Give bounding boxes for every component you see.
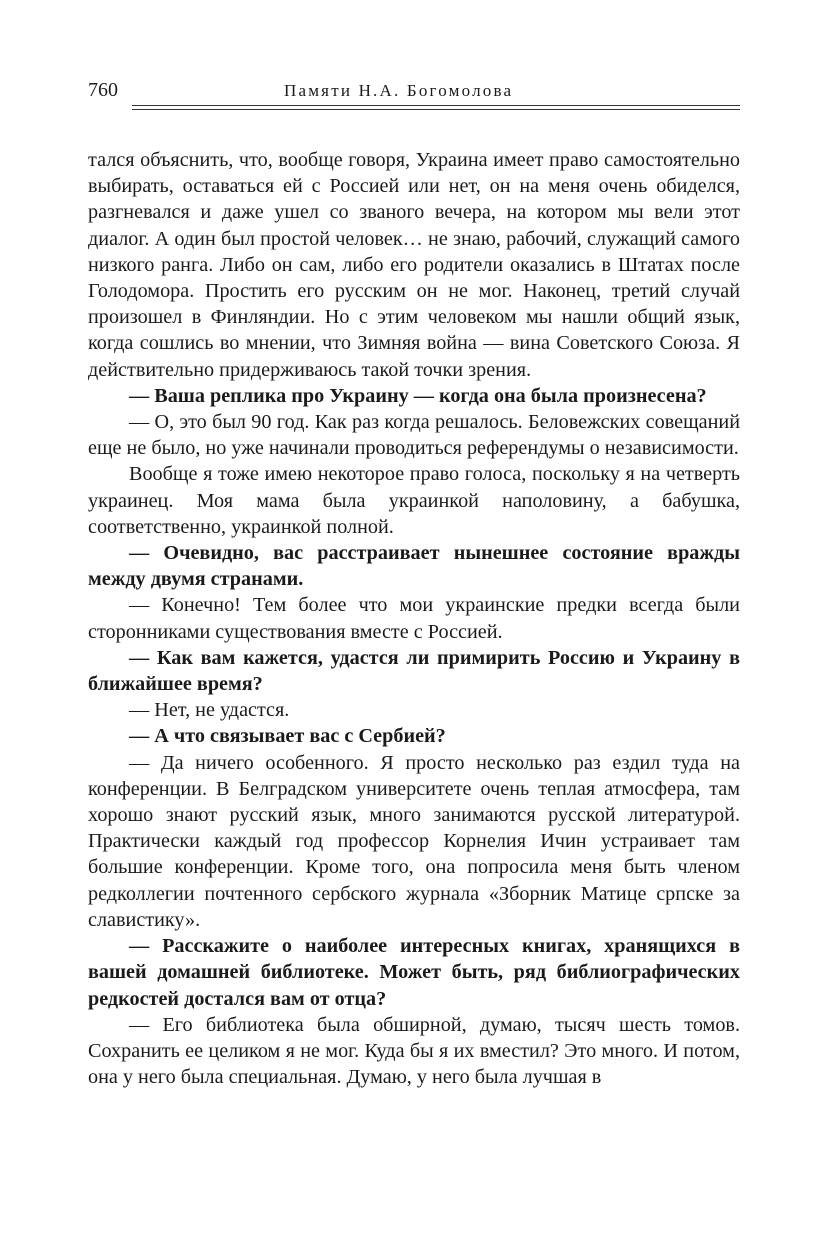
interview-question: — Очевидно, вас расстраивает нынешнее состояние вражды между двумя странами. [88, 542, 740, 591]
interview-question: — А что связывает вас с Сербией? [129, 725, 446, 748]
running-title: Памяти Н.А. Богомолова [284, 81, 514, 100]
interview-answer: — Его библиотека была обширной, думаю, тысяч шесть томов. Сохранить ее целиком я не мог. Куда бы я их вместил? Это много. И потом, она у него была специальная. Думаю, у него была лучшая в [88, 1013, 740, 1089]
interview-answer: Вообще я тоже имею некоторое право голоса, поскольку я на четверть украинец. Моя мама была украинкой наполовину, а бабушка, соответственно, украинкой полной. [88, 463, 740, 538]
interview-answer: — Да ничего особенного. Я просто несколько раз ездил туда на конференции. В Белградском университете очень теплая атмосфера, там хорошо знают русский язык, много занимаются русской литературой. Практически каждый год профессор Корнелия Ичин устраивает там большие конференции. Кроме того, она попросила меня быть членом редколлегии почтенного сербского журнала «Зборник Матице српске за славистику». [88, 751, 740, 931]
interview-answer: — Конечно! Тем более что мои украинские предки всегда были сторонниками существования вместе с Россией. [88, 594, 740, 643]
interview-question: — Как вам кажется, удастся ли примирить Россию и Украину в ближайшее время? [88, 646, 740, 696]
header-rule-top [132, 105, 740, 106]
page-number: 760 [88, 79, 118, 101]
header-rule-bottom [132, 109, 740, 110]
running-header [88, 78, 740, 108]
interview-answer: — О, это был 90 год. Как раз когда решалось. Беловежских совещаний еще не было, но уже начинали проводиться референдумы о независимости. [88, 411, 740, 460]
paragraph-continuation: тался объяснить, что, вообще говоря, Украина имеет право самостоятельно выбирать, оставаться ей с Россией или нет, он на меня очень обиделся, разгневался и даже ушел со званого вечера, на котором мы вели этот диалог. А один был простой человек… не знаю, рабочий, служащий самого низкого ранга. Либо он сам, либо его родители оказались в Штатах после Голодомора. Простить его русским он не мог. Наконец, третий случай произошел в Финляндии. Но с этим человеком мы нашли общий язык, когда сошлись во мнении, что Зимняя война — вина Советского Союза. Я действительно придерживаюсь такой точки зрения. [88, 149, 740, 381]
interview-answer: — Нет, не удастся. [129, 699, 290, 722]
interview-question: — Расскажите о наиболее интересных книгах, хранящихся в вашей домашней библиотеке. Может быть, ряд библиографических редкостей достался вам от отца? [88, 935, 740, 1010]
body-text [88, 147, 740, 1090]
interview-question: — Ваша реплика про Украину — когда она была произнесена? [129, 384, 707, 407]
